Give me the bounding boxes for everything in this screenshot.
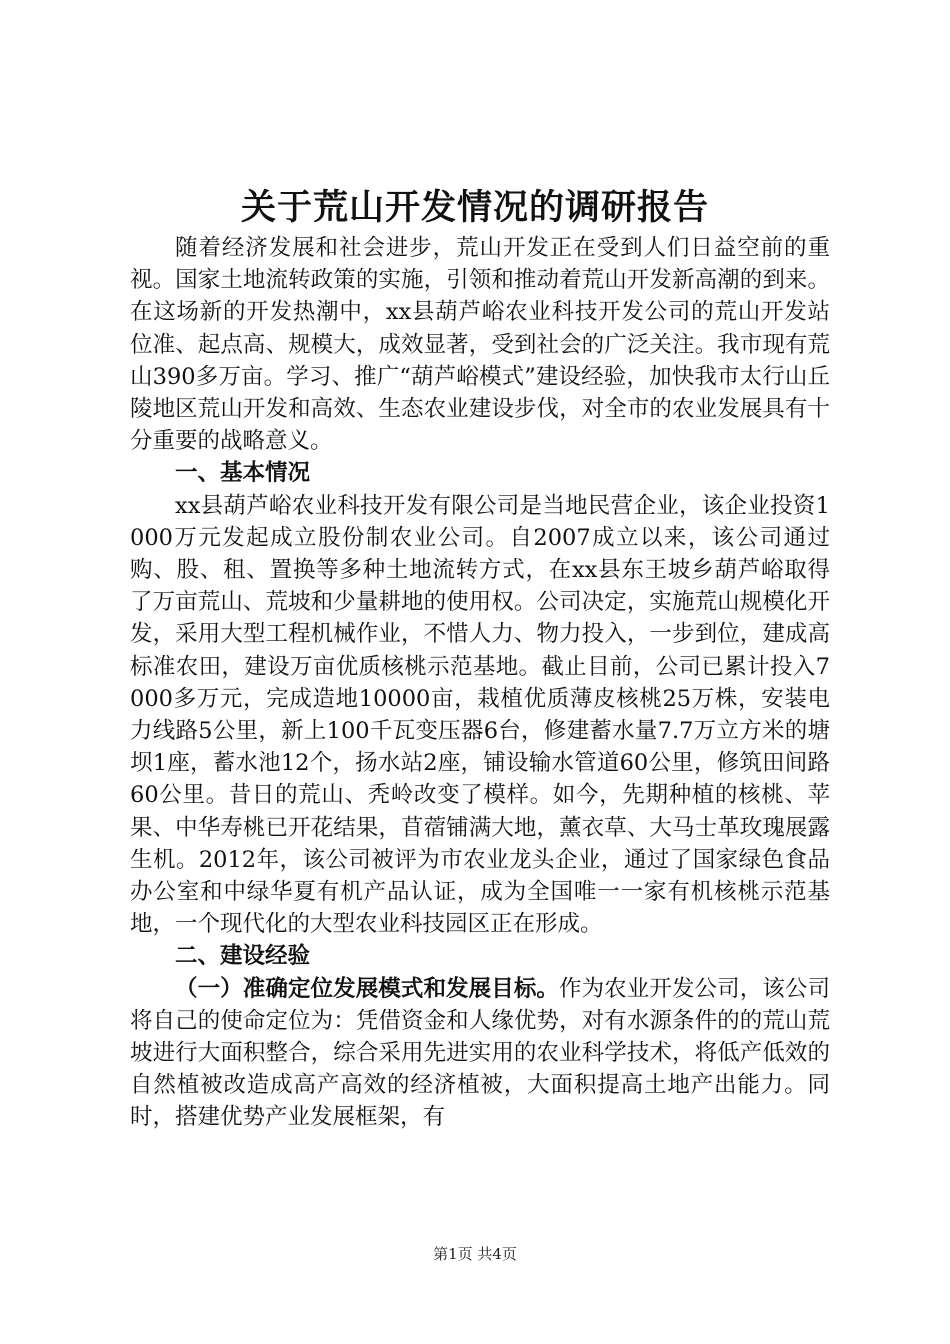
document-body [130,232,830,1134]
experience-paragraph [130,973,830,1134]
subsection-text: 作为农业开发公司，该公司将自己的使命定位为：凭借资金和人缘优势，对有水源条件的的荒山荒坡进行大面积整合，综合采用先进实用的农业科学技术，将低产低效的自然植被改造成高产高效的经济植被，大面积提高土地产出能力。同时，搭建优势产业发展框架，有 [130,975,830,1131]
section-heading-experience: 二、建设经验 [175,943,311,970]
page-footer: 第1页 共4页 [433,1245,517,1263]
document-title: 关于荒山开发情况的调研报告 [240,188,709,228]
subsection-lead: （一）准确定位发展模式和发展目标。 [175,975,559,1002]
basic-situation-paragraph: xx县葫芦峪农业科技开发有限公司是当地民营企业，该企业投资1000万元发起成立股份制农业公司。自2007成立以来，该公司通过购、股、租、置换等多种土地流转方式，在xx县东王坡乡葫芦峪取得了万亩荒山、荒坡和少量耕地的使用权。公司决定，实施荒山规模化开发，采用大型工程机械作业，不惜人力、物力投入，一步到位，建成高标准农田，建设万亩优质核桃示范基地。截止目前，公司已累计投入7000多万元，完成造地10000亩，栽植优质薄皮核桃25万株，安装电力线路5公里，新上100千瓦变压器6台，修建蓄水量7.7万立方米的塘坝1座，蓄水池12个，扬水站2座，铺设输水管道60公里，修筑田间路60公里。昔日的荒山、秃岭改变了模样。如今，先期种植的核桃、苹果、中华寿桃已开花结果，苜蓿铺满大地，薰衣草、大马士革玫瑰展露生机。2012年，该公司被评为市农业龙头企业，通过了国家绿色食品办公室和中绿华夏有机产品认证，成为全国唯一一家有机核桃示范基地，一个现代化的大型农业科技园区正在形成。 [130,492,830,938]
intro-paragraph: 随着经济发展和社会进步，荒山开发正在受到人们日益空前的重视。国家土地流转政策的实施，引领和推动着荒山开发新高潮的到来。在这场新的开发热潮中，xx县葫芦峪农业科技开发公司的荒山开发站位准、起点高、规模大，成效显著，受到社会的广泛关注。我市现有荒山390多万亩。学习、推广“葫芦峪模式”建设经验，加快我市太行山丘陵地区荒山开发和高效、生态农业建设步伐，对全市的农业发展具有十分重要的战略意义。 [130,235,830,455]
section-heading-basic: 一、基本情况 [175,460,311,487]
